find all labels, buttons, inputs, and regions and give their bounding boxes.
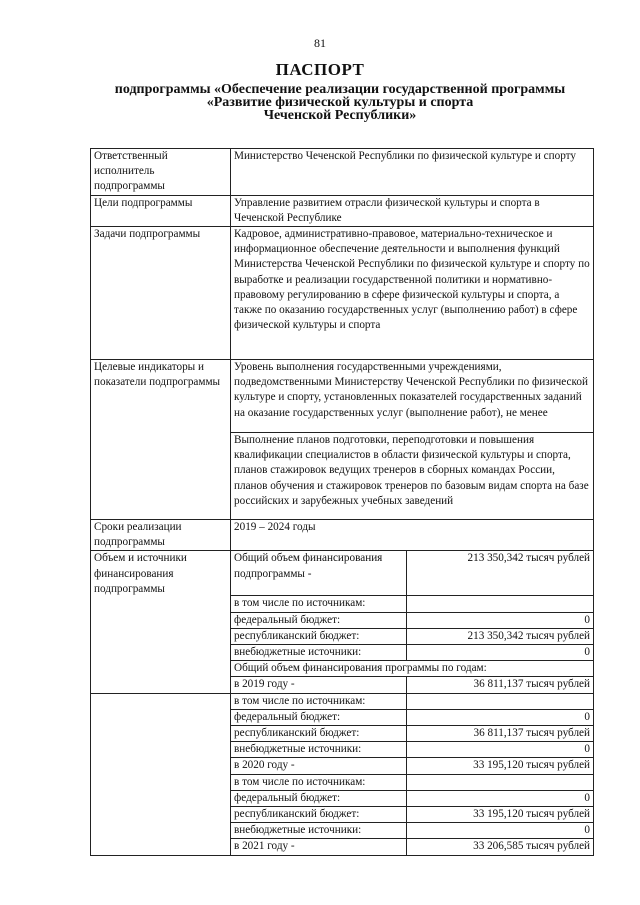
row-label: Цели подпрограммы <box>91 195 231 226</box>
finance-label: федеральный бюджет: <box>231 709 407 725</box>
row-value: Выполнение планов подготовки, переподготовки и повышения квалификации специалистов в области физической культуры и спорта, планов стажировок ведущих тренеров в сборных командах России, планов обучения и стажировок тренеров по базовым видам спорта на базе российских и зарубежных учебных заведений <box>231 433 594 520</box>
year-label: в 2020 году - <box>231 758 407 774</box>
finance-value: 0 <box>407 709 594 725</box>
finance-value: 0 <box>407 790 594 806</box>
row-value: Министерство Чеченской Республики по физической культуре и спорту <box>231 149 594 196</box>
finance-label: федеральный бюджет: <box>231 612 407 628</box>
finance-value: 0 <box>407 645 594 661</box>
finance-label: внебюджетные источники: <box>231 742 407 758</box>
passport-table <box>90 148 594 856</box>
finance-label: республиканский бюджет: <box>231 628 407 644</box>
finance-label: в том числе по источникам: <box>231 774 407 790</box>
year-label: в 2021 году - <box>231 839 407 855</box>
finance-label: республиканский бюджет: <box>231 807 407 823</box>
finance-value: 213 350,342 тысяч рублей <box>407 628 594 644</box>
empty-cell <box>407 596 594 612</box>
table-row <box>91 149 594 196</box>
finance-label: внебюджетные источники: <box>231 645 407 661</box>
finance-by-years-label: Общий объем финансирования программы по годам: <box>231 661 594 677</box>
row-label: Ответственный исполнитель подпрограммы <box>91 149 231 196</box>
finance-value: 0 <box>407 823 594 839</box>
row-value: Уровень выполнения государственными учреждениями, подведомственными Министерству Чеченской Республики по физической культуре и спорту, установленных показателей государственных заданий на оказание государственных услуг (выполнение работ), не менее <box>231 360 594 433</box>
subtitle-line: подпрограммы «Обеспечение реализации государственной программы <box>114 82 566 97</box>
table-row <box>91 360 594 433</box>
row-label: Объем и источники финансирования подпрограммы <box>91 551 231 693</box>
finance-value: 36 811,137 тысяч рублей <box>407 726 594 742</box>
finance-label: внебюджетные источники: <box>231 823 407 839</box>
empty-label-cell <box>91 693 231 855</box>
row-label: Целевые индикаторы и показатели подпрограммы <box>91 360 231 520</box>
finance-label: федеральный бюджет: <box>231 790 407 806</box>
empty-cell <box>407 774 594 790</box>
row-label: Сроки реализации подпрограммы <box>91 520 231 551</box>
finance-label: республиканский бюджет: <box>231 726 407 742</box>
finance-value: 0 <box>407 742 594 758</box>
finance-label: Общий объем финансирования подпрограммы - <box>231 551 407 596</box>
row-value: 2019 – 2024 годы <box>231 520 594 551</box>
table-row <box>91 227 594 360</box>
row-value: Управление развитием отрасли физической культуры и спорта в Чеченской Республике <box>231 195 594 226</box>
finance-label: в том числе по источникам: <box>231 693 407 709</box>
finance-label: в том числе по источникам: <box>231 596 407 612</box>
empty-cell <box>407 693 594 709</box>
table-row <box>91 520 594 551</box>
subtitle-line: Чеченской Республики» <box>263 108 417 123</box>
table-row <box>91 693 594 709</box>
table-row <box>91 195 594 226</box>
finance-value: 213 350,342 тысяч рублей <box>407 551 594 596</box>
year-total: 33 195,120 тысяч рублей <box>407 758 594 774</box>
year-total: 33 206,585 тысяч рублей <box>407 839 594 855</box>
document-subtitle <box>80 83 600 122</box>
year-label: в 2019 году - <box>231 677 407 693</box>
subtitle-line: «Развитие физической культуры и спорта <box>206 95 474 110</box>
finance-value: 33 195,120 тысяч рублей <box>407 807 594 823</box>
row-label: Задачи подпрограммы <box>91 227 231 360</box>
document-title: ПАСПОРТ <box>275 60 365 79</box>
table-row <box>91 551 594 596</box>
finance-value: 0 <box>407 612 594 628</box>
row-value: Кадровое, административно-правовое, материально-техническое и информационное обеспечение деятельности и выполнения функций Министерства Чеченской Республики по физической культуре и спорту по выработке и реализации государственной политики и нормативно-правовому регулированию в сфере физической культуры и спорта, а также по оказанию государственных услуг (выполнению работ) в сфере физической культуры и спорта <box>231 227 594 360</box>
page-number: 81 <box>314 36 326 50</box>
year-total: 36 811,137 тысяч рублей <box>407 677 594 693</box>
